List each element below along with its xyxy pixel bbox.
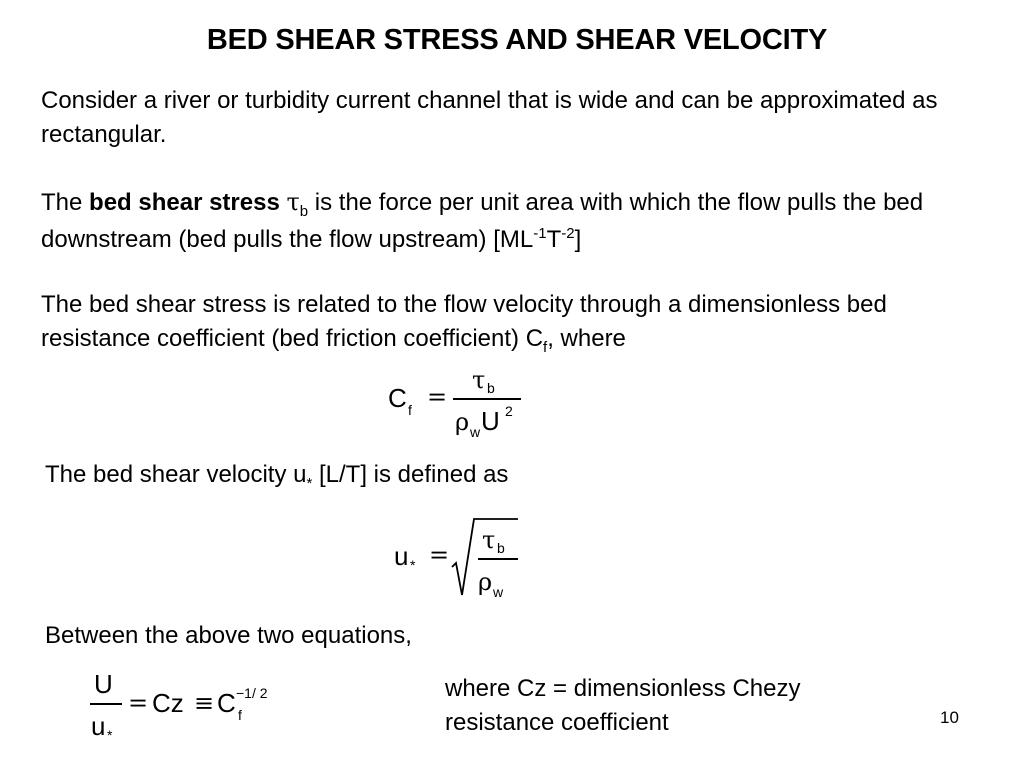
paragraph-between-equations: Between the above two equations, (45, 622, 412, 649)
p2-t: T (546, 226, 562, 253)
equation-chezy (88, 665, 298, 755)
eq3-star-subscript: * (107, 727, 113, 743)
eq1-rho: ρ (455, 408, 470, 436)
eq1-fraction-line (453, 398, 521, 400)
eq3-equiv: ≡ (194, 689, 215, 717)
paragraph-shear-velocity (45, 458, 1005, 495)
p4-post: [L/T] is defined as (312, 461, 509, 488)
p3-text: The bed shear stress is related to the flow velocity through a dimensionless bed resistance coefficient (bed friction coefficient) C (41, 291, 887, 352)
eq3-C: C (217, 688, 236, 718)
eq3-exponent: −1/ 2 (236, 685, 268, 701)
p2-sup1: -1 (533, 225, 547, 242)
eq2-equals: = (429, 541, 450, 569)
slide-title: BED SHEAR STRESS AND SHEAR VELOCITY (206, 24, 828, 56)
eq1-tau: τ (472, 366, 486, 394)
eq3-U: U (94, 669, 113, 699)
eq2-b-subscript: b (497, 540, 505, 556)
p2-bold-term: bed shear stress (89, 189, 280, 216)
eq2-star-subscript: * (410, 557, 416, 573)
chezy-note: where Cz = dimensionless Chezy resistance coefficient (445, 675, 801, 736)
eq1-U: U (481, 406, 500, 436)
p3-sub: f (543, 339, 548, 356)
eq2-w-subscript: w (493, 584, 504, 600)
p4-pre: The bed shear velocity u (45, 461, 307, 488)
eq3-u: u (91, 711, 106, 741)
eq2-u: u (394, 541, 409, 571)
eq3-equals: = (128, 689, 149, 717)
eq3-f-subscript: f (238, 707, 242, 723)
paragraph-resistance-coefficient (41, 288, 1001, 359)
p2-post: ] (574, 226, 582, 253)
p2-mid: is the force per unit area with which the flow pulls the bed downstream (bed pulls the flow upstream) [ML (41, 189, 924, 253)
eq1-exponent: 2 (505, 403, 513, 419)
equation-friction-coefficient (385, 360, 545, 450)
p3-post: , where (547, 325, 626, 352)
p2-tau-subscript: b (299, 203, 309, 220)
eq3-fraction-line (90, 703, 122, 705)
eq1-C: C (388, 383, 407, 413)
eq1-b-subscript: b (487, 380, 495, 396)
paragraph-channel: Consider a river or turbidity current channel that is wide and can be approximated as rectangular. (41, 87, 938, 148)
eq1-w-subscript: w (470, 424, 481, 440)
eq1-f-subscript: f (408, 402, 412, 418)
equation-shear-velocity (392, 510, 532, 610)
p2-pre: The (41, 189, 90, 216)
eq2-rho: ρ (478, 568, 493, 596)
p4-star: * (306, 475, 313, 492)
eq3-Cz: Cz (152, 688, 184, 718)
eq2-tau: τ (482, 526, 496, 554)
p2-sup2: -2 (561, 225, 575, 242)
p2-tau-symbol: τ (286, 188, 300, 216)
eq1-equals: = (427, 383, 448, 411)
page-number: 10 (940, 708, 959, 727)
paragraph-bed-shear-stress (41, 185, 1001, 260)
eq2-fraction-line (478, 558, 518, 560)
